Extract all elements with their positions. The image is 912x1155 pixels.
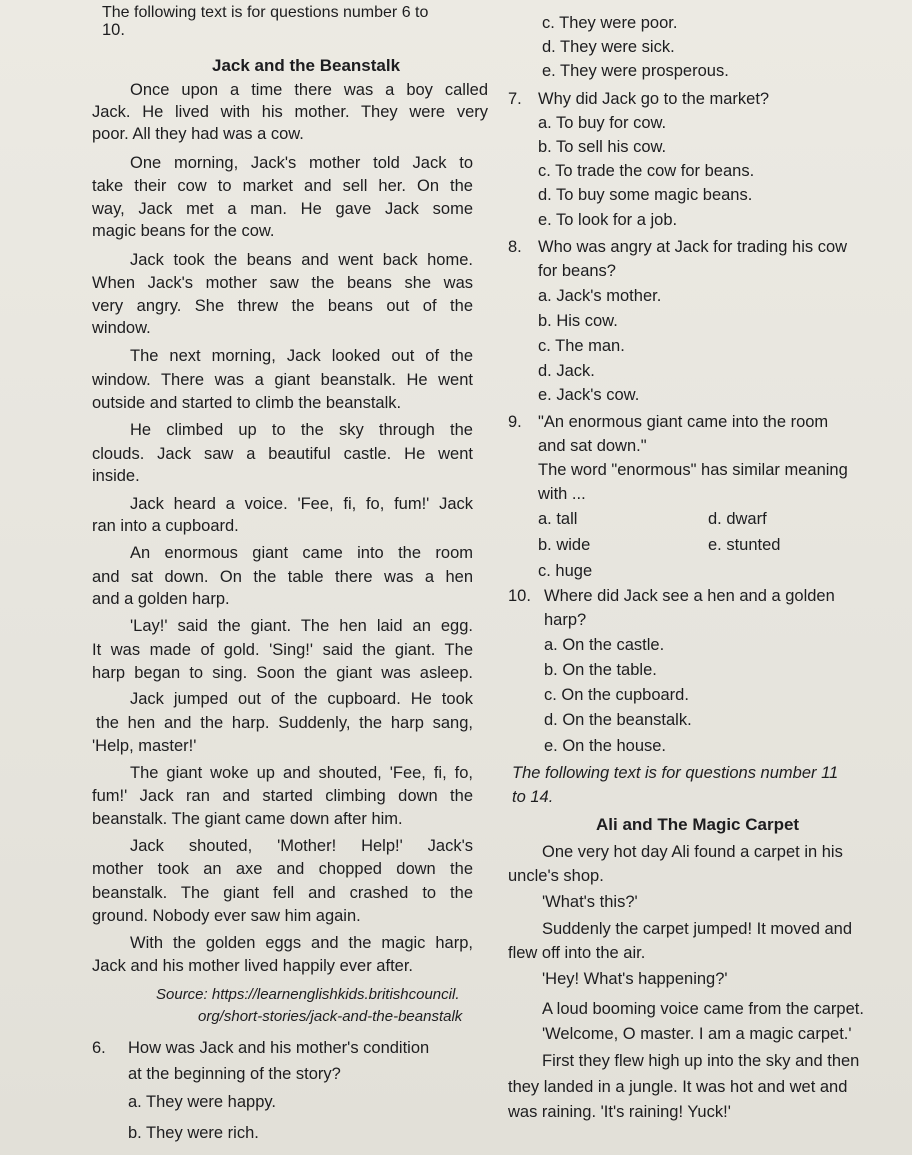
question-text: with ... xyxy=(538,485,586,503)
answer-option[interactable]: b. His cow. xyxy=(538,312,618,330)
story-title: Jack and the Beanstalk xyxy=(212,56,401,75)
story-line: way, Jack met a man. He gave Jack some xyxy=(92,200,473,218)
story-line: flew off into the air. xyxy=(508,944,646,962)
story-line: inside. xyxy=(92,467,140,485)
question-number: 6. xyxy=(92,1039,106,1057)
answer-option[interactable]: d. dwarf xyxy=(708,510,767,528)
question-text: Who was angry at Jack for trading his cow xyxy=(538,238,848,256)
question-number: 10. xyxy=(508,587,531,605)
story-line: Jack shouted, 'Mother! Help!' Jack's xyxy=(130,837,473,855)
intro-text: The following text is for questions number 6 to xyxy=(102,4,429,21)
story-line: beanstalk. The giant came down after him. xyxy=(92,810,403,828)
answer-option[interactable]: d. To buy some magic beans. xyxy=(538,186,753,204)
story-line: ground. Nobody ever saw him again. xyxy=(92,907,361,925)
question-text: for beans? xyxy=(538,262,616,280)
story-line: outside and started to climb the beanstalk. xyxy=(92,394,402,412)
intro-text-cont: 10. xyxy=(102,21,125,39)
answer-option[interactable]: a. To buy for cow. xyxy=(538,114,667,132)
story-line: 'Lay!' said the giant. The hen laid an egg. xyxy=(130,617,473,635)
question-text: "An enormous giant came into the room xyxy=(538,413,829,431)
answer-option[interactable]: a. tall xyxy=(538,510,578,528)
story-line: An enormous giant came into the room xyxy=(130,544,473,562)
question-text: Why did Jack go to the market? xyxy=(538,90,770,108)
story-line: Jack heard a voice. 'Fee, fi, fo, fum!' Jack xyxy=(130,495,473,513)
story-line: uncle's shop. xyxy=(508,867,604,885)
answer-option[interactable]: a. Jack's mother. xyxy=(538,287,662,305)
story-line: take their cow to market and sell her. On the xyxy=(92,177,473,195)
story-line: The giant woke up and shouted, 'Fee, fi, fo, xyxy=(130,764,473,782)
answer-option[interactable]: c. On the cupboard. xyxy=(544,686,689,704)
question-text: Where did Jack see a hen and a golden xyxy=(544,587,835,605)
story-line: One very hot day Ali found a carpet in his xyxy=(542,843,843,861)
answer-option[interactable]: c. huge xyxy=(538,562,593,580)
story-line: When Jack's mother saw the beans she was xyxy=(92,274,473,292)
story-line: Jack took the beans and went back home. xyxy=(130,251,473,269)
answer-option[interactable]: c. The man. xyxy=(538,337,625,355)
answer-option[interactable]: e. They were prosperous. xyxy=(542,62,729,80)
question-text: and sat down." xyxy=(538,437,647,455)
answer-option[interactable]: e. Jack's cow. xyxy=(538,386,640,404)
answer-option[interactable]: a. On the castle. xyxy=(544,636,665,654)
story-line: harp began to sing. Soon the giant was asleep. xyxy=(92,664,473,682)
story-line: It was made of gold. 'Sing!' said the giant. The xyxy=(92,641,473,659)
question-text: How was Jack and his mother's condition xyxy=(128,1039,430,1057)
story-line: clouds. Jack saw a beautiful castle. He went xyxy=(92,445,473,463)
story-line: One morning, Jack's mother told Jack to xyxy=(130,154,473,172)
answer-option[interactable]: e. On the house. xyxy=(544,737,667,755)
answer-option[interactable]: b. On the table. xyxy=(544,661,657,679)
answer-option[interactable]: d. They were sick. xyxy=(542,38,675,56)
story-line: magic beans for the cow. xyxy=(92,222,275,240)
question-number: 8. xyxy=(508,238,522,256)
story-line: 'What's this?' xyxy=(542,893,638,911)
answer-option[interactable]: e. To look for a job. xyxy=(538,211,678,229)
question-text: The word "enormous" has similar meaning xyxy=(538,461,848,479)
story-line: He climbed up to the sky through the xyxy=(130,421,473,439)
story-line: 'Hey! What's happening?' xyxy=(542,970,728,988)
answer-option[interactable]: e. stunted xyxy=(708,536,781,554)
story-line: ran into a cupboard. xyxy=(92,517,239,535)
answer-option[interactable]: b. wide xyxy=(538,536,591,554)
story-line: Jack jumped out of the cupboard. He took xyxy=(130,690,473,708)
answer-option[interactable]: d. Jack. xyxy=(538,362,595,380)
story-title: Ali and The Magic Carpet xyxy=(596,815,800,834)
source-line: org/short-stories/jack-and-the-beanstalk xyxy=(198,1008,463,1025)
story-line: the hen and the harp. Suddenly, the harp sang, xyxy=(96,714,473,732)
story-line: Once upon a time there was a boy called xyxy=(130,81,488,99)
story-line: Jack. He lived with his mother. They were very xyxy=(92,103,488,121)
answer-option[interactable]: d. On the beanstalk. xyxy=(544,711,692,729)
story-line: poor. All they had was a cow. xyxy=(92,125,304,143)
story-line: The next morning, Jack looked out of the xyxy=(130,347,473,365)
question-text: harp? xyxy=(544,611,587,629)
question-number: 7. xyxy=(508,90,522,108)
story-line: and a golden harp. xyxy=(92,590,230,608)
story-line: 'Welcome, O master. I am a magic carpet.' xyxy=(542,1025,852,1043)
story-line: Jack and his mother lived happily ever after. xyxy=(92,957,414,975)
story-line: A loud booming voice came from the carpet. xyxy=(542,1000,864,1018)
source-line: Source: https://learnenglishkids.britishcouncil. xyxy=(156,986,460,1003)
story-line: beanstalk. The giant fell and crashed to the xyxy=(92,884,473,902)
answer-option[interactable]: a. They were happy. xyxy=(128,1093,276,1111)
story-line: With the golden eggs and the magic harp, xyxy=(130,934,473,952)
answer-option[interactable]: b. To sell his cow. xyxy=(538,138,667,156)
story-line: window. xyxy=(92,319,151,337)
story-line: window. There was a giant beanstalk. He went xyxy=(92,371,473,389)
section-intro: The following text is for questions number 11 xyxy=(512,764,839,782)
section-intro: to 14. xyxy=(512,788,554,806)
question-number: 9. xyxy=(508,413,522,431)
story-line: 'Help, master!' xyxy=(92,737,197,755)
story-line: and sat down. On the table there was a hen xyxy=(92,568,473,586)
story-line: was raining. 'It's raining! Yuck!' xyxy=(508,1103,731,1121)
story-line: mother took an axe and chopped down the xyxy=(92,860,473,878)
story-line: they landed in a jungle. It was hot and wet and xyxy=(508,1078,848,1096)
answer-option[interactable]: c. They were poor. xyxy=(542,14,678,32)
story-line: Suddenly the carpet jumped! It moved and xyxy=(542,920,853,938)
story-line: very angry. She threw the beans out of the xyxy=(92,297,473,315)
question-text: at the beginning of the story? xyxy=(128,1065,341,1083)
answer-option[interactable]: c. To trade the cow for beans. xyxy=(538,162,755,180)
answer-option[interactable]: b. They were rich. xyxy=(128,1124,259,1142)
story-line: fum!' Jack ran and started climbing down the xyxy=(92,787,473,805)
story-line: First they flew high up into the sky and then xyxy=(542,1052,860,1070)
